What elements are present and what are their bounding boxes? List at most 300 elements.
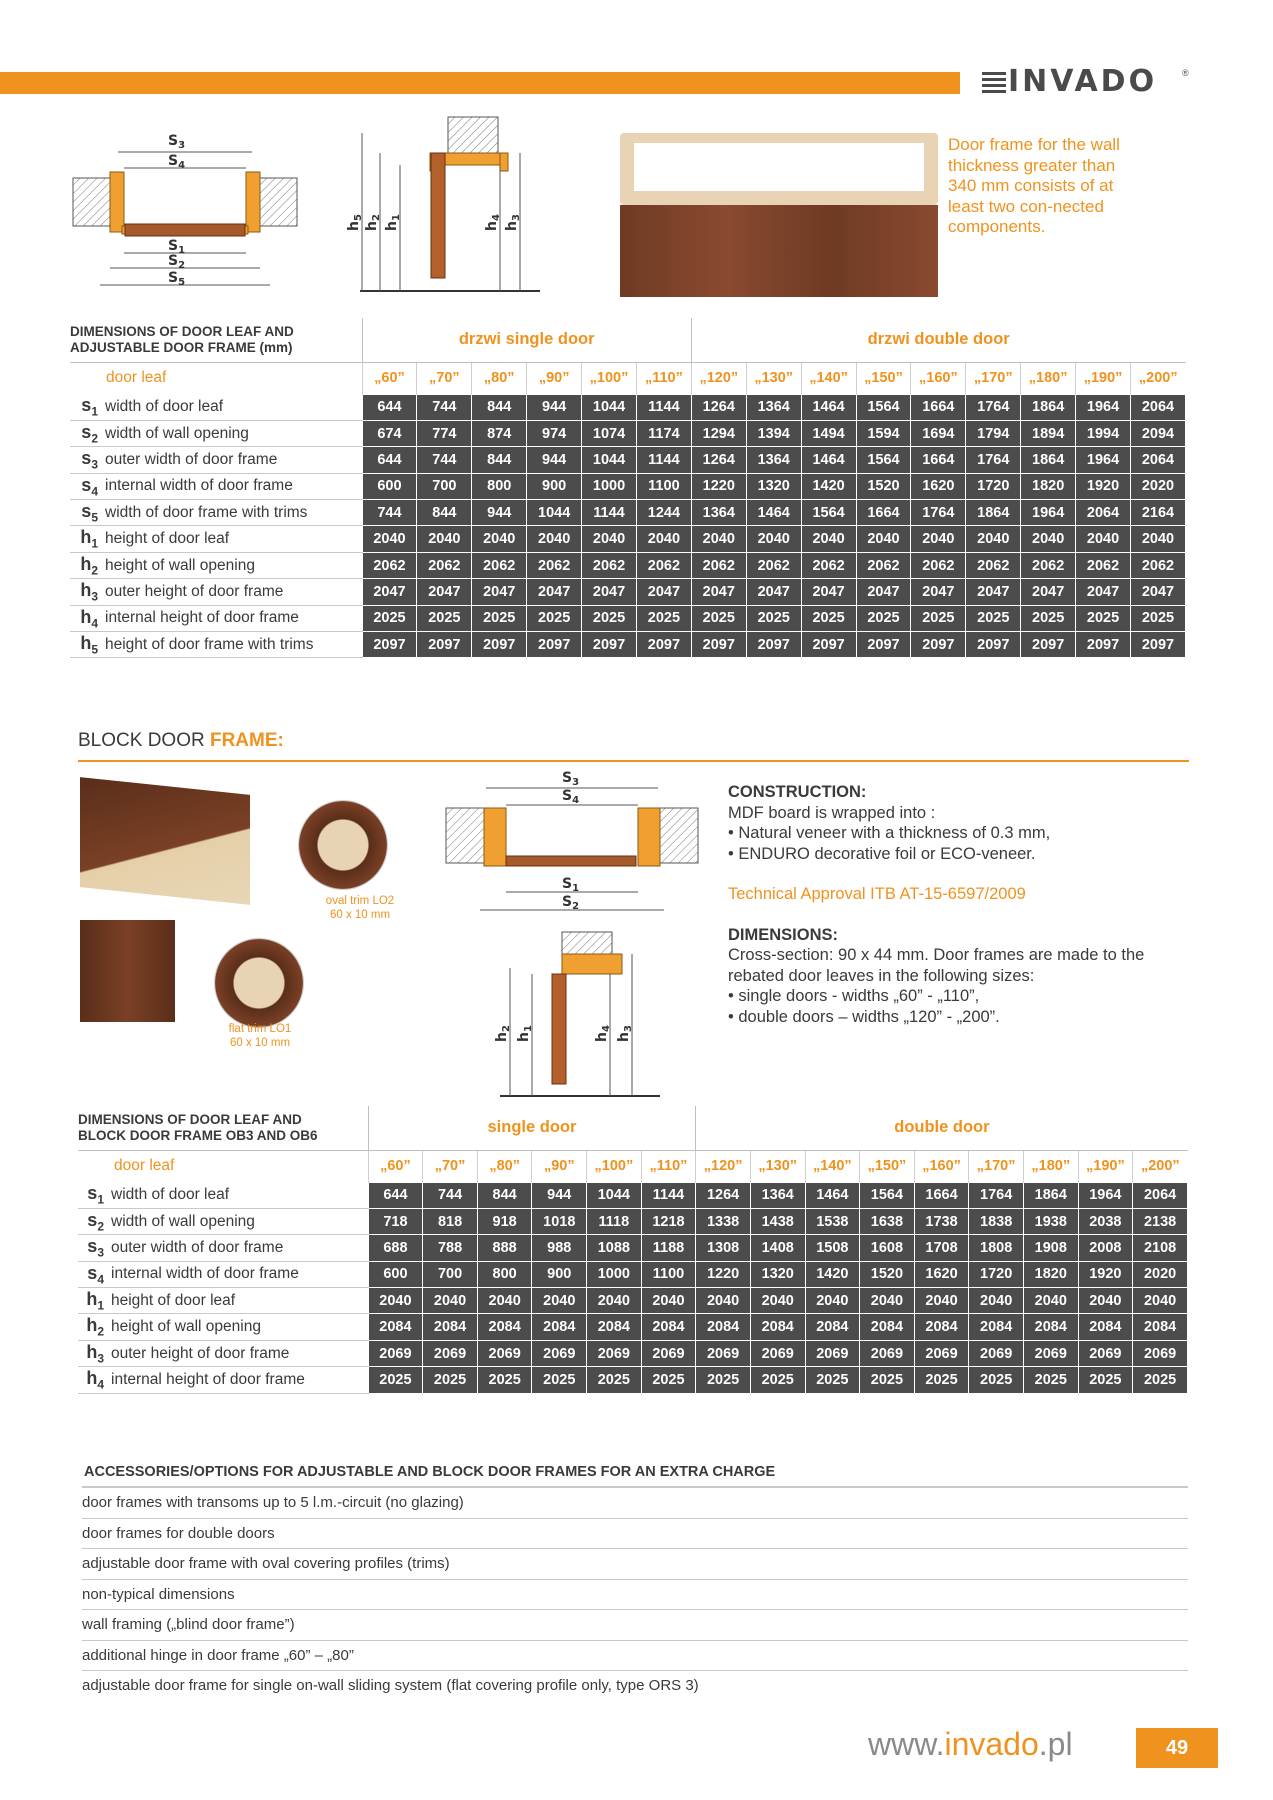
svg-text:h1: $h_1$	[384, 214, 402, 231]
logo-stripes-icon	[982, 68, 1008, 96]
table-cell: 1364	[750, 1182, 805, 1208]
table-cell: 2097	[582, 632, 637, 658]
table-cell: 2040	[417, 526, 472, 552]
size-header: „140”	[805, 1150, 860, 1182]
adjustable-frame-table	[70, 318, 1186, 658]
frame-jamb-left	[110, 172, 124, 232]
row-symbol: $s_4$	[78, 1261, 108, 1287]
size-header: „90”	[532, 1150, 587, 1182]
flat-trim-caption: flat trim LO1 60 x 10 mm	[228, 1023, 292, 1049]
table-cell: 988	[532, 1235, 587, 1261]
table-cell: 1464	[805, 1182, 860, 1208]
header-accent-bar	[0, 72, 960, 94]
row-symbol: $h_4$	[70, 605, 102, 631]
size-header: „110”	[636, 362, 691, 394]
table-cell: 1144	[582, 500, 637, 526]
table-cell: 1620	[914, 1261, 969, 1287]
row-symbol: $s_1$	[70, 394, 102, 420]
table-cell: 2069	[1078, 1340, 1133, 1366]
table-cell: 744	[362, 500, 417, 526]
table-cell: 2062	[746, 552, 801, 578]
table-cell: 844	[417, 500, 472, 526]
row-label: height of wall opening	[108, 1314, 368, 1340]
table-cell: 1764	[911, 500, 966, 526]
table-cell: 2047	[1076, 579, 1131, 605]
table-cell: 2040	[472, 526, 527, 552]
row-symbol: $h_2$	[70, 552, 102, 578]
row-label: outer width of door frame	[108, 1235, 368, 1261]
table-cell: 1820	[1021, 473, 1076, 499]
table-cell: 2025	[856, 605, 911, 631]
svg-text:h2: $h_2$	[364, 214, 382, 231]
table-cell: 1118	[587, 1208, 642, 1234]
table-cell: 1920	[1078, 1261, 1133, 1287]
table-cell: 1638	[860, 1208, 915, 1234]
table-cell: 1438	[750, 1208, 805, 1234]
block-frame-title: BLOCK DOOR FRAME:	[78, 730, 284, 751]
table-cell: 844	[477, 1182, 532, 1208]
table-cell: 2025	[1133, 1367, 1188, 1393]
table-cell: 2025	[636, 605, 691, 631]
table-cell: 700	[423, 1261, 478, 1287]
table-cell: 2025	[527, 605, 582, 631]
table-cell: 1694	[911, 420, 966, 446]
table-cell: 2097	[856, 632, 911, 658]
row-symbol: $h_3$	[70, 579, 102, 605]
table-cell: 1564	[856, 447, 911, 473]
table-cell: 944	[527, 394, 582, 420]
table-cell: 1620	[911, 473, 966, 499]
table-cell: 2094	[1130, 420, 1185, 446]
table-cell: 1320	[750, 1261, 805, 1287]
size-header: „80”	[472, 362, 527, 394]
row-label: internal height of door frame	[102, 605, 362, 631]
table-cell: 1964	[1021, 500, 1076, 526]
row-symbol: $s_2$	[78, 1208, 108, 1234]
single-door-header: drzwi single door	[362, 318, 691, 362]
table-cell: 1264	[691, 394, 746, 420]
table-cell: 2097	[1021, 632, 1076, 658]
table-cell: 644	[362, 447, 417, 473]
table-cell: 2069	[805, 1340, 860, 1366]
table-cell: 1464	[801, 394, 856, 420]
table-cell: 2047	[746, 579, 801, 605]
table-cell: 2040	[532, 1288, 587, 1314]
table-cell: 1764	[966, 447, 1021, 473]
size-header: „190”	[1076, 362, 1131, 394]
table-cell: 600	[362, 473, 417, 499]
table-cell: 700	[417, 473, 472, 499]
table-cell: 2025	[1130, 605, 1185, 631]
table-cell: 1520	[856, 473, 911, 499]
size-header: „60”	[362, 362, 417, 394]
table-cell: 900	[532, 1261, 587, 1287]
size-header: „160”	[914, 1150, 969, 1182]
double-door-header: drzwi double door	[691, 318, 1185, 362]
table-row	[78, 1182, 1188, 1208]
table-row	[70, 473, 1186, 499]
table-cell: 2025	[417, 605, 472, 631]
table-cell: 2040	[914, 1288, 969, 1314]
table-row	[70, 394, 1186, 420]
table-cell: 1144	[636, 394, 691, 420]
table-cell: 2040	[805, 1288, 860, 1314]
table-cell: 2040	[582, 526, 637, 552]
size-header: „90”	[527, 362, 582, 394]
table-cell: 2069	[368, 1340, 423, 1366]
table-cell: 2069	[1133, 1340, 1188, 1366]
size-header: „120”	[691, 362, 746, 394]
table-cell: 1464	[801, 447, 856, 473]
table-cell: 1520	[860, 1261, 915, 1287]
size-header: „150”	[860, 1150, 915, 1182]
table-cell: 2062	[856, 552, 911, 578]
table-cell: 944	[527, 447, 582, 473]
table-cell: 1994	[1076, 420, 1131, 446]
table-cell: 1044	[582, 394, 637, 420]
table-cell: 1664	[911, 447, 966, 473]
table-cell: 1808	[969, 1235, 1024, 1261]
row-symbol: $h_2$	[78, 1314, 108, 1340]
size-header: „140”	[801, 362, 856, 394]
table-cell: 2047	[582, 579, 637, 605]
table-cell: 2040	[636, 526, 691, 552]
table-row	[70, 420, 1186, 446]
table-cell: 1464	[746, 500, 801, 526]
block-frame-photo	[78, 780, 328, 1025]
row-label: internal width of door frame	[108, 1261, 368, 1287]
table-cell: 1764	[969, 1182, 1024, 1208]
table-cell: 2040	[641, 1288, 696, 1314]
row-symbol: $h_4$	[78, 1367, 108, 1393]
table-cell: 2084	[914, 1314, 969, 1340]
row-label: internal height of door frame	[108, 1367, 368, 1393]
table-cell: 2025	[532, 1367, 587, 1393]
table-cell: 2069	[696, 1340, 751, 1366]
svg-text:S3: $S_3$	[562, 770, 580, 788]
size-header: „100”	[587, 1150, 642, 1182]
table-cell: 2138	[1133, 1208, 1188, 1234]
table-cell: 2025	[969, 1367, 1024, 1393]
table-cell: 2062	[1130, 552, 1185, 578]
row-label: outer height of door frame	[108, 1340, 368, 1366]
table-cell: 2069	[532, 1340, 587, 1366]
table-cell: 1218	[641, 1208, 696, 1234]
svg-text:S4: $S_4$	[168, 153, 186, 171]
table-cell: 674	[362, 420, 417, 446]
table-cell: 2069	[477, 1340, 532, 1366]
table-cell: 2069	[423, 1340, 478, 1366]
table-cell: 918	[477, 1208, 532, 1234]
door-leaf-label: door leaf	[70, 362, 362, 394]
table-cell: 2025	[914, 1367, 969, 1393]
registered-mark: ®	[1182, 68, 1189, 78]
brand-logo	[982, 64, 1192, 99]
table-cell: 2025	[696, 1367, 751, 1393]
table-cell: 1308	[696, 1235, 751, 1261]
table-cell: 2025	[691, 605, 746, 631]
table-cell: 2084	[368, 1314, 423, 1340]
table-cell: 2025	[582, 605, 637, 631]
svg-text:S1: $S_1$	[562, 876, 580, 894]
size-header: „70”	[417, 362, 472, 394]
table-cell: 2084	[805, 1314, 860, 1340]
table-row	[78, 1208, 1188, 1234]
table-cell: 2040	[423, 1288, 478, 1314]
table-cell: 2097	[472, 632, 527, 658]
table-cell: 2047	[1130, 579, 1185, 605]
table-cell: 2025	[750, 1367, 805, 1393]
table-row	[70, 526, 1186, 552]
table-cell: 1920	[1076, 473, 1131, 499]
table-cell: 1044	[527, 500, 582, 526]
table-cell: 2040	[477, 1288, 532, 1314]
table-cell: 1964	[1078, 1182, 1133, 1208]
frame-section-diagram	[340, 113, 550, 308]
table-cell: 2047	[966, 579, 1021, 605]
table-cell: 800	[477, 1261, 532, 1287]
table-cell: 974	[527, 420, 582, 446]
block-frame-plan-diagram	[440, 770, 710, 920]
table-cell: 2062	[1076, 552, 1131, 578]
table-cell: 2025	[641, 1367, 696, 1393]
table-cell: 2047	[472, 579, 527, 605]
table-cell: 2040	[1133, 1288, 1188, 1314]
table-cell: 2038	[1078, 1208, 1133, 1234]
table-row	[78, 1340, 1188, 1366]
table-cell: 1664	[914, 1182, 969, 1208]
table-cell: 1594	[856, 420, 911, 446]
table-cell: 2062	[582, 552, 637, 578]
table-cell: 1320	[746, 473, 801, 499]
table-cell: 2097	[801, 632, 856, 658]
table-cell: 2097	[746, 632, 801, 658]
table-cell: 1938	[1023, 1208, 1078, 1234]
table-cell: 2064	[1076, 500, 1131, 526]
table-cell: 2047	[691, 579, 746, 605]
svg-text:S3: $S_3$	[168, 133, 186, 151]
row-symbol: $h_5$	[70, 632, 102, 658]
table-cell: 2084	[1078, 1314, 1133, 1340]
table-cell: 2062	[417, 552, 472, 578]
table-cell: 2097	[417, 632, 472, 658]
svg-text:S5: $S_5$	[168, 270, 186, 288]
table-cell: 2084	[423, 1314, 478, 1340]
svg-text:h4: $h_4$	[484, 214, 502, 231]
row-label: width of wall opening	[102, 420, 362, 446]
table-row	[70, 579, 1186, 605]
table-cell: 2047	[1021, 579, 1076, 605]
table-cell: 944	[472, 500, 527, 526]
size-header: „80”	[477, 1150, 532, 1182]
row-label: outer width of door frame	[102, 447, 362, 473]
table-cell: 2084	[1023, 1314, 1078, 1340]
table-cell: 1864	[1023, 1182, 1078, 1208]
table-cell: 2025	[423, 1367, 478, 1393]
door-leaf-section	[431, 153, 445, 278]
svg-text:h2: $h_2$	[494, 1025, 512, 1042]
table-cell: 2062	[1021, 552, 1076, 578]
table-cell: 1864	[1021, 394, 1076, 420]
table-cell: 1188	[641, 1235, 696, 1261]
table-cell: 1864	[1021, 447, 1076, 473]
oval-trim-caption: oval trim LO2 60 x 10 mm	[325, 895, 395, 921]
brand-name: INVADO	[1008, 64, 1158, 99]
table-cell: 2040	[691, 526, 746, 552]
table-cell: 2040	[1023, 1288, 1078, 1314]
table-cell: 1820	[1023, 1261, 1078, 1287]
table-cell: 2084	[696, 1314, 751, 1340]
table-cell: 1838	[969, 1208, 1024, 1234]
table-cell: 2047	[527, 579, 582, 605]
row-label: height of door leaf	[108, 1288, 368, 1314]
table-cell: 1264	[691, 447, 746, 473]
table-cell: 2097	[362, 632, 417, 658]
table-cell: 2040	[911, 526, 966, 552]
frame-jamb-right	[246, 172, 260, 232]
table-cell: 2062	[362, 552, 417, 578]
table-cell: 2084	[1133, 1314, 1188, 1340]
table-cell: 2084	[969, 1314, 1024, 1340]
table-cell: 2062	[966, 552, 1021, 578]
row-symbol: $s_5$	[70, 500, 102, 526]
table-cell: 2025	[1021, 605, 1076, 631]
table-cell: 688	[368, 1235, 423, 1261]
table-cell: 1088	[587, 1235, 642, 1261]
table-cell: 2062	[527, 552, 582, 578]
table-cell: 1608	[860, 1235, 915, 1261]
svg-text:S2: $S_2$	[168, 253, 186, 271]
table-cell: 1538	[805, 1208, 860, 1234]
table-cell: 2040	[801, 526, 856, 552]
table-cell: 1018	[532, 1208, 587, 1234]
double-door-header: double door	[696, 1106, 1188, 1150]
thick-wall-frame-photo	[620, 133, 938, 297]
table-row	[70, 632, 1186, 658]
table-cell: 2040	[856, 526, 911, 552]
table-cell: 1564	[801, 500, 856, 526]
door-leaf-label: door leaf	[78, 1150, 368, 1182]
table-cell: 2047	[362, 579, 417, 605]
table-cell: 1494	[801, 420, 856, 446]
table-cell: 888	[477, 1235, 532, 1261]
table-cell: 2047	[856, 579, 911, 605]
thick-wall-note: Door frame for the wall thickness greater than 340 mm consists of at least two con-nected components.	[948, 135, 1120, 236]
table-cell: 2084	[587, 1314, 642, 1340]
svg-text:h1: $h_1$	[516, 1025, 534, 1042]
table-cell: 2062	[472, 552, 527, 578]
table-cell: 844	[472, 447, 527, 473]
table-cell: 2047	[911, 579, 966, 605]
row-symbol: $h_1$	[70, 526, 102, 552]
table-cell: 2040	[696, 1288, 751, 1314]
size-header: „200”	[1133, 1150, 1188, 1182]
table-cell: 2040	[368, 1288, 423, 1314]
table-cell: 2097	[911, 632, 966, 658]
size-header: „110”	[641, 1150, 696, 1182]
table-cell: 2040	[860, 1288, 915, 1314]
table-cell: 2020	[1130, 473, 1185, 499]
table-cell: 1220	[691, 473, 746, 499]
table-cell: 1720	[966, 473, 1021, 499]
table-title: DIMENSIONS OF DOOR LEAF AND ADJUSTABLE DOOR FRAME (mm)	[70, 323, 294, 355]
table-row	[78, 1367, 1188, 1393]
accessory-item: door frames with transoms up to 5 l.m.-circuit (no glazing)	[82, 1486, 1188, 1518]
table-cell: 2097	[636, 632, 691, 658]
table-cell: 2025	[911, 605, 966, 631]
row-label: outer height of door frame	[102, 579, 362, 605]
table-cell: 2069	[587, 1340, 642, 1366]
table-cell: 2025	[805, 1367, 860, 1393]
table-cell: 1100	[636, 473, 691, 499]
table-cell: 2069	[860, 1340, 915, 1366]
table-cell: 1364	[746, 394, 801, 420]
table-cell: 2025	[1078, 1367, 1133, 1393]
table-cell: 1894	[1021, 420, 1076, 446]
table-cell: 1294	[691, 420, 746, 446]
svg-text:S4: $S_4$	[562, 788, 580, 806]
table-cell: 2097	[966, 632, 1021, 658]
table-cell: 2025	[362, 605, 417, 631]
table-cell: 1508	[805, 1235, 860, 1261]
table-cell: 1720	[969, 1261, 1024, 1287]
table-cell: 2064	[1133, 1182, 1188, 1208]
row-label: height of wall opening	[102, 552, 362, 578]
table-cell: 2040	[587, 1288, 642, 1314]
row-symbol: $h_3$	[78, 1340, 108, 1366]
table-cell: 744	[417, 447, 472, 473]
table-cell: 2025	[368, 1367, 423, 1393]
row-symbol: $s_1$	[78, 1182, 108, 1208]
row-symbol: $s_3$	[70, 447, 102, 473]
table-cell: 1264	[696, 1182, 751, 1208]
size-header: „160”	[911, 362, 966, 394]
table-cell: 1908	[1023, 1235, 1078, 1261]
table-row	[70, 605, 1186, 631]
size-header: „150”	[856, 362, 911, 394]
table-cell: 2084	[532, 1314, 587, 1340]
frame-plan-diagram	[70, 120, 300, 305]
table-cell: 718	[368, 1208, 423, 1234]
table-cell: 1220	[696, 1261, 751, 1287]
table-cell: 2108	[1133, 1235, 1188, 1261]
table-cell: 2040	[527, 526, 582, 552]
table-cell: 1864	[966, 500, 1021, 526]
table-cell: 600	[368, 1261, 423, 1287]
svg-text:h3: $h_3$	[504, 214, 522, 231]
accessory-item: additional hinge in door frame „60” – „80”	[82, 1640, 1188, 1671]
row-label: width of door leaf	[108, 1182, 368, 1208]
table-cell: 2064	[1130, 394, 1185, 420]
table-cell: 2020	[1133, 1261, 1188, 1287]
table-cell: 2062	[691, 552, 746, 578]
table-cell: 2047	[417, 579, 472, 605]
table-cell: 2084	[477, 1314, 532, 1340]
single-door-header: single door	[368, 1106, 696, 1150]
table-cell: 1144	[636, 447, 691, 473]
table-cell: 2084	[641, 1314, 696, 1340]
table-cell: 2097	[1130, 632, 1185, 658]
table-row	[78, 1261, 1188, 1287]
size-header: „70”	[423, 1150, 478, 1182]
table-cell: 2040	[746, 526, 801, 552]
table-cell: 844	[472, 394, 527, 420]
construction-description: CONSTRUCTION: MDF board is wrapped into : • Natural veneer with a thickness of 0.3 mm, • ENDURO decorative foil or ECO-veneer. Technical Approval ITB AT-15-6597/2009 DIMENSIONS: Cross-section: 90 x 44 mm. Door frames are made to the rebated door leaves in the following sizes: • single doors - widths „60” - „110”, • double doors – widths „120” - „200”.	[728, 783, 1145, 1026]
table-cell: 2047	[801, 579, 856, 605]
table-cell: 2062	[801, 552, 856, 578]
size-header: „200”	[1130, 362, 1185, 394]
table-cell: 1794	[966, 420, 1021, 446]
